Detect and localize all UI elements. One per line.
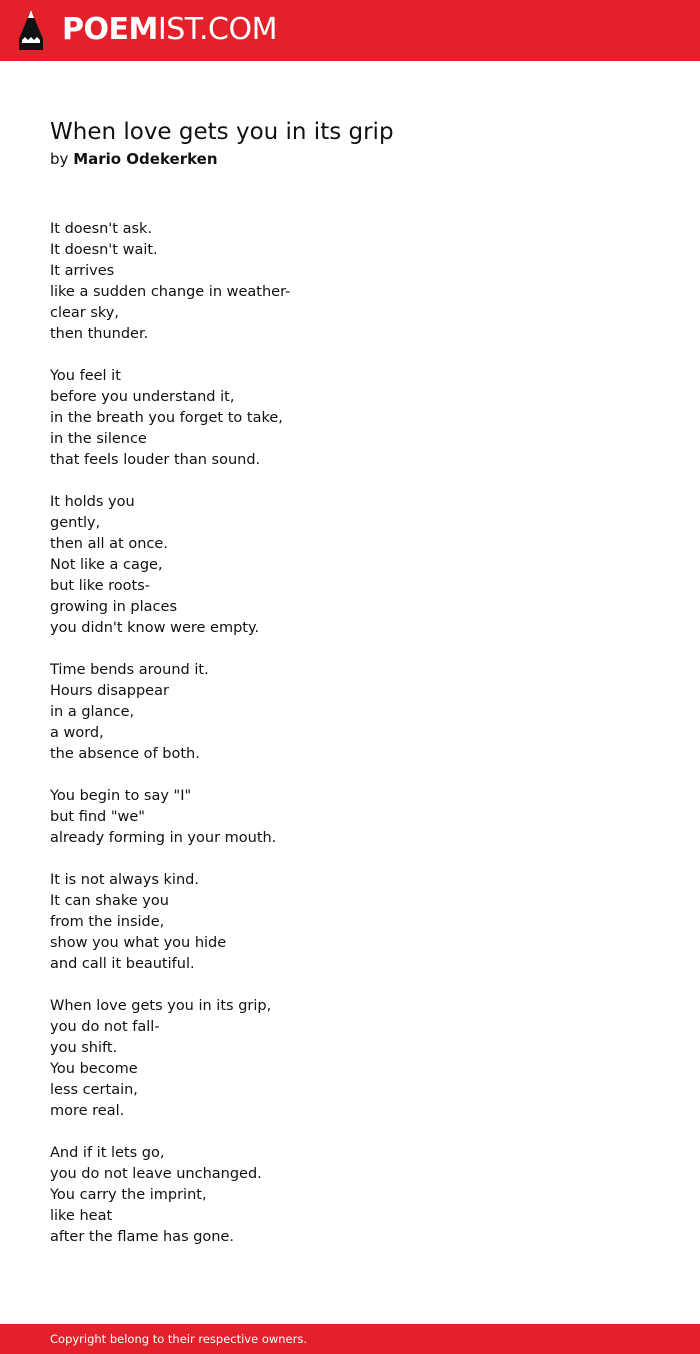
- poem-line: but like roots-: [50, 578, 151, 594]
- poem-line: less certain,: [50, 1082, 138, 1098]
- stanza: [50, 492, 650, 639]
- copyright-text: Copyright belong to their respective owners.: [50, 1332, 308, 1346]
- poem-line: And if it lets go,: [50, 1145, 165, 1161]
- poem-line: Time bends around it.: [50, 662, 209, 678]
- stanza: [50, 219, 650, 345]
- author-name[interactable]: Mario Odekerken: [73, 150, 218, 168]
- poem-line: It holds you: [50, 494, 135, 510]
- poem-line: before you understand it,: [50, 389, 235, 405]
- poem-line: You begin to say "I": [50, 788, 192, 804]
- poem-line: It arrives: [50, 263, 115, 279]
- poem-line: Not like a cage,: [50, 557, 163, 573]
- stanza: [50, 870, 650, 975]
- poem-line: from the inside,: [50, 914, 165, 930]
- stanza: [50, 996, 650, 1122]
- poem-line: It is not always kind.: [50, 872, 199, 888]
- poem-line: like heat: [50, 1208, 113, 1224]
- poem-line: It doesn't ask.: [50, 221, 153, 237]
- poem-line: gently,: [50, 515, 101, 531]
- poem-line: more real.: [50, 1103, 125, 1119]
- logo-light-text: IST.COM: [157, 12, 277, 47]
- poem-line: then thunder.: [50, 326, 149, 342]
- stanza: [50, 660, 650, 765]
- poem-line: already forming in your mouth.: [50, 830, 277, 846]
- poem-line: in the silence: [50, 431, 147, 447]
- poem-line: then all at once.: [50, 536, 168, 552]
- pencil-icon[interactable]: [18, 9, 44, 51]
- poem-line: you didn't know were empty.: [50, 620, 260, 636]
- poem-line: in the breath you forget to take,: [50, 410, 283, 426]
- poem-line: you do not fall-: [50, 1019, 160, 1035]
- poem-line: It doesn't wait.: [50, 242, 158, 258]
- stanza: [50, 786, 650, 849]
- poem-line: like a sudden change in weather-: [50, 284, 291, 300]
- poem-line: but find "we": [50, 809, 145, 825]
- poem-body: [50, 219, 650, 1269]
- poem-line: show you what you hide: [50, 935, 227, 951]
- poem-line: after the flame has gone.: [50, 1229, 235, 1245]
- poem-line: in a glance,: [50, 704, 135, 720]
- poem-line: clear sky,: [50, 305, 120, 321]
- poem-line: Hours disappear: [50, 683, 169, 699]
- logo-bold-text: POEM: [62, 12, 158, 47]
- stanza: [50, 366, 650, 471]
- site-logo[interactable]: [62, 13, 277, 47]
- byline: [50, 149, 218, 169]
- poem-line: you shift.: [50, 1040, 118, 1056]
- site-footer: [0, 1324, 700, 1354]
- by-label: by: [50, 150, 69, 168]
- poem-line: the absence of both.: [50, 746, 200, 762]
- poem-line: you do not leave unchanged.: [50, 1166, 262, 1182]
- poem-line: and call it beautiful.: [50, 956, 195, 972]
- poem-line: that feels louder than sound.: [50, 452, 261, 468]
- poem-line: When love gets you in its grip,: [50, 998, 272, 1014]
- poem-line: growing in places: [50, 599, 178, 615]
- poem-line: You feel it: [50, 368, 121, 384]
- poem-line: You carry the imprint,: [50, 1187, 207, 1203]
- poem-title: When love gets you in its grip: [50, 119, 394, 145]
- site-header: [0, 0, 700, 61]
- poem-line: a word,: [50, 725, 104, 741]
- stanza: [50, 1143, 650, 1248]
- poem-line: You become: [50, 1061, 138, 1077]
- poem-line: It can shake you: [50, 893, 169, 909]
